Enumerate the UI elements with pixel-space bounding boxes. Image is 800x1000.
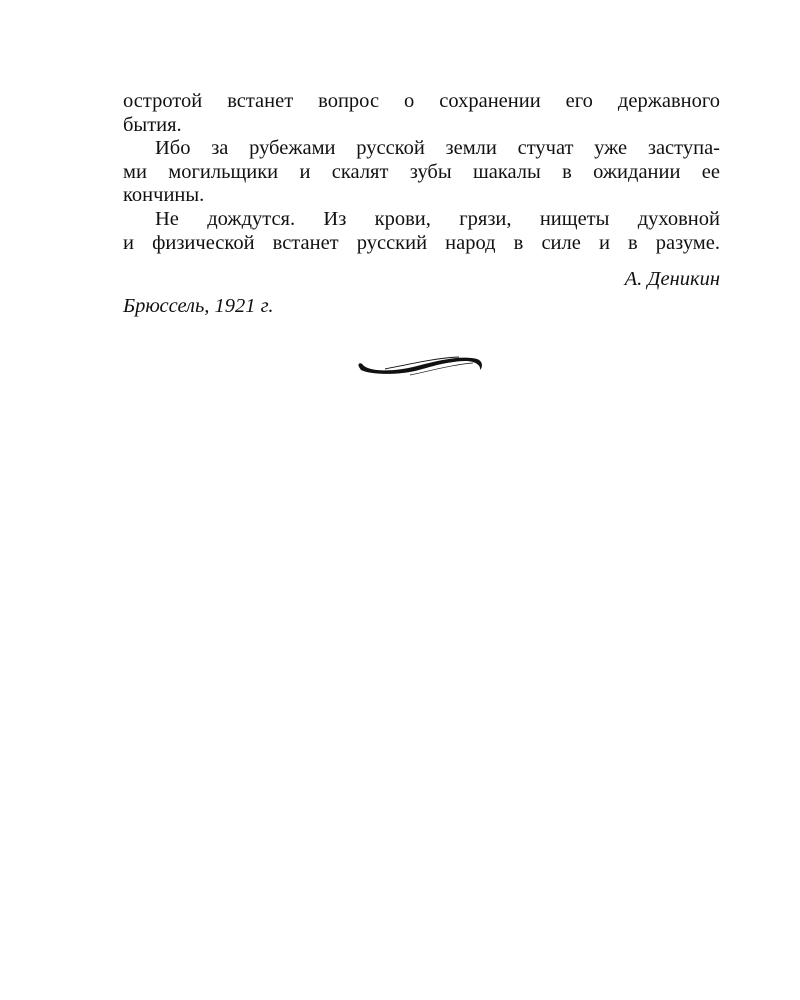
text-line-4: ми могильщики и скалят зубы шакалы в ожидании ее (123, 160, 720, 183)
author-signature: А. Деникин (624, 268, 720, 290)
text-line-3: Ибо за рубежами русской земли стучат уже заступа- (155, 137, 720, 160)
text-line-7: и физической встанет русский народ в силе и в разуме. (123, 231, 720, 254)
text-line-5: кончины. (123, 184, 205, 207)
text-line-2: бытия. (123, 113, 182, 136)
place-date: Брюссель, 1921 г. (123, 295, 274, 317)
body-text (123, 90, 720, 255)
text-line-6: Не дождутся. Из крови, грязи, нищеты духовной (155, 207, 720, 230)
flourish-ornament-icon (355, 348, 485, 378)
text-line-1: остротой встанет вопрос о сохранении его державного (123, 90, 720, 112)
